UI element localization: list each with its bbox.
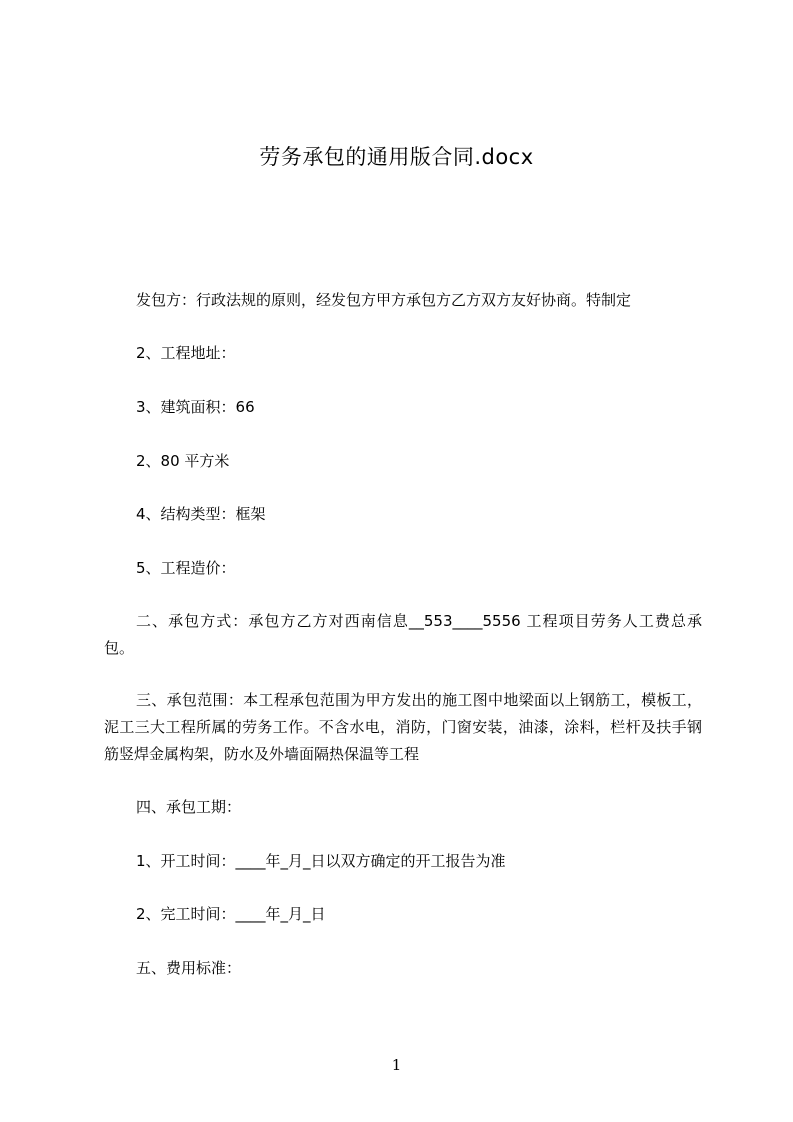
document-title: 劳务承包的通用版合同.docx bbox=[259, 145, 534, 169]
paragraph-contractor: 发包方：行政法规的原则，经发包方甲方承包方乙方双方友好协商。特制定 bbox=[136, 291, 632, 309]
paragraph-contract-method: 二、承包方式：承包方乙方对西南信息__553____5556 工程项目劳务人工费总承包。 bbox=[104, 612, 702, 657]
paragraph-contract-scope: 三、承包范围：本工程承包范围为甲方发出的施工图中地梁面以上钢筋工，模板工，泥工三大工程所属的劳务工作。不含水电，消防，门窗安装，油漆，涂料，栏杆及扶手钢筋竖焊金属构架，防水及外墙面隔热保温等工程 bbox=[104, 691, 702, 763]
paragraph-project-cost: 5、工程造价： bbox=[136, 559, 236, 577]
paragraph-building-area: 3、建筑面积：66 bbox=[136, 398, 255, 416]
paragraph-contract-period: 四、承包工期： bbox=[136, 798, 242, 816]
paragraph-structure-type: 4、结构类型：框架 bbox=[136, 505, 266, 523]
paragraph-area-unit: 2、80 平方米 bbox=[136, 452, 230, 470]
paragraph-fee-standard: 五、费用标准： bbox=[136, 959, 242, 977]
paragraph-project-address: 2、工程地址： bbox=[136, 344, 236, 362]
paragraph-completion-time: 2、完工时间：____年_月_日 bbox=[136, 905, 326, 923]
paragraph-start-time: 1、开工时间：____年_月_日以双方确定的开工报告为准 bbox=[136, 852, 506, 870]
page-number: 1 bbox=[391, 1056, 402, 1074]
